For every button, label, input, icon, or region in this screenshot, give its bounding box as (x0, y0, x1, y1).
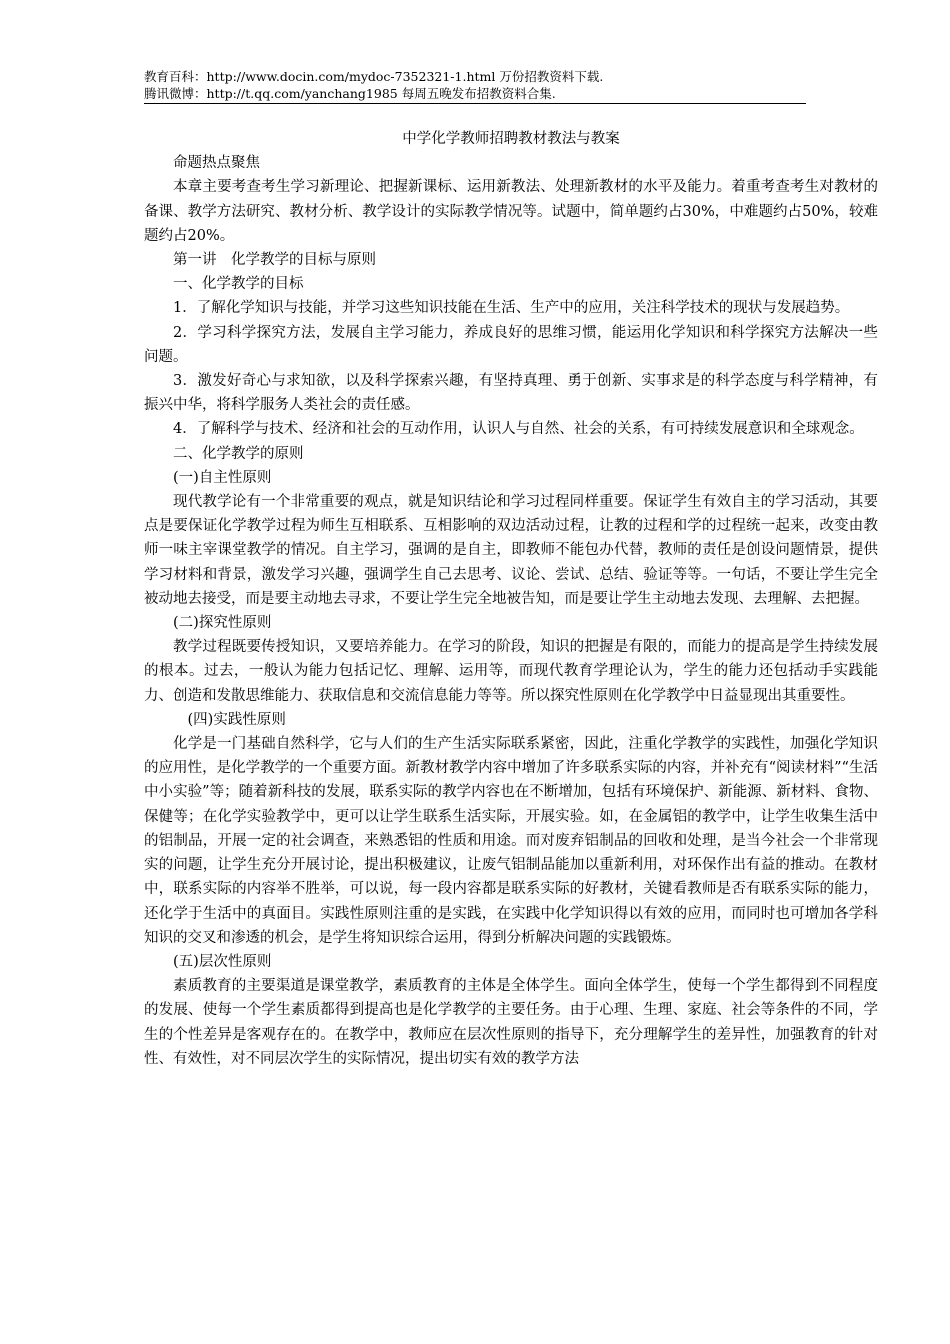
goal-item-2: 2．学习科学探究方法，发展自主学习能力，养成良好的思维习惯，能运用化学知识和科学探究方法解决一些问题。 (144, 324, 878, 365)
header-line-docin: 教育百科：http://www.docin.com/mydoc-7352321-1.html 万份招教资料下载. (144, 69, 604, 84)
page-header (144, 68, 806, 104)
principle-heading-inquiry: (二)探究性原则 (173, 615, 272, 632)
intro-paragraph: 本章主要考查考生学习新理论、把握新课标、运用新教法、处理新教材的水平及能力。着重考查考生对教材的备课、教学方法研究、教材分析、教学设计的实际教学情况等。试题中，简单题约占30%，中难题约占50%，较难题约占20%。 (144, 179, 878, 244)
document-title: 中学化学教师招聘教材教法与教案 (402, 131, 620, 147)
goal-item-1: 1．了解化学知识与技能，并学习这些知识技能在生活、生产中的应用，关注科学技术的现状与发展趋势。 (173, 300, 850, 317)
principle-heading-practice: (四)实践性原则 (187, 711, 286, 728)
goal-item-3: 3．激发好奇心与求知欲，以及科学探索兴趣，有坚持真理、勇于创新、实事求是的科学态度与科学精神，有振兴中华，将科学服务人类社会的责任感。 (144, 373, 878, 414)
principle-heading-autonomy: (一)自主性原则 (173, 469, 272, 486)
principle-body-inquiry: 教学过程既要传授知识，又要培养能力。在学习的阶段，知识的把握是有限的，而能力的提高是学生持续发展的根本。过去，一般认为能力包括记忆、理解、运用等，而现代教育学理论认为，学生的能力还包括动手实践能力、创造和发散思维能力、获取信息和交流信息能力等等。所以探究性原则在化学教学中日益显现出其重要性。 (144, 639, 878, 704)
principle-heading-hierarchy: (五)层次性原则 (173, 953, 272, 970)
section-heading-goals: 一、化学教学的目标 (173, 276, 304, 293)
goal-item-4: 4．了解科学与技术、经济和社会的互动作用，认识人与自然、社会的关系，有可持续发展意识和全球观念。 (173, 421, 864, 438)
principle-body-autonomy: 现代教学论有一个非常重要的观点，就是知识结论和学习过程同样重要。保证学生有效自主的学习活动，其要点是要保证化学教学过程为师生互相联系、互相影响的双边活动过程，让教的过程和学的过程统一起来，改变由教师一味主宰课堂教学的情况。自主学习，强调的是自主，即教师不能包办代替，教师的责任是创设问题情景，提供学习材料和背景，激发学习兴趣，强调学生自己去思考、议论、尝试、总结、验证等等。一句话，不要让学生完全被动地去接受，而是要主动地去寻求，不要让学生完全地被告知，而是要让学生主动地去发现、去理解、去把握。 (144, 494, 878, 607)
hot-focus-heading: 命题热点聚焦 (173, 155, 260, 172)
section-heading-principles: 二、化学教学的原则 (173, 445, 304, 462)
document-body (144, 127, 878, 1071)
lecture-heading: 第一讲 化学教学的目标与原则 (173, 252, 376, 269)
header-line-weibo: 腾讯微博：http://t.qq.com/yanchang1985 每周五晚发布招教资料合集. (144, 86, 556, 101)
principle-body-hierarchy: 素质教育的主要渠道是课堂教学，素质教育的主体是全体学生。面向全体学生，使每一个学生都得到不同程度的发展、使每一个学生素质都得到提高也是化学教学的主要任务。由于心理、生理、家庭、社会等条件的不同，学生的个性差异是客观存在的。在教学中，教师应在层次性原则的指导下，充分理解学生的差异性，加强教育的针对性、有效性，对不同层次学生的实际情况，提出切实有效的教学方法 (144, 978, 878, 1067)
principle-body-practice: 化学是一门基础自然科学，它与人们的生产生活实际联系紧密，因此，注重化学教学的实践性，加强化学知识的应用性，是化学教学的一个重要方面。新教材教学内容中增加了许多联系实际的内容，并补充有“阅读材料”“生活中小实验”等；随着新科技的发展，联系实际的教学内容也在不断增加，包括有环境保护、新能源、新材料、食物、保健等；在化学实验教学中，更可以让学生联系生活实际，开展实验。如，在金属铝的教学中，让学生收集生活中的铝制品，开展一定的社会调查，来熟悉铝的性质和用途。而对废弃铝制品的回收和处理，是当今社会一个非常现实的问题，让学生充分开展讨论，提出积极建议，让废气铝制品能加以重新利用，对环保作出有益的推动。在教材中，联系实际的内容举不胜举，可以说，每一段内容都是联系实际的好教材，关键看教师是否有联系实际的能力，还化学于生活中的真面目。实践性原则注重的是实践，在实践中化学知识得以有效的应用，而同时也可增加各学科知识的交叉和渗透的机会，是学生将知识综合运用，得到分析解决问题的实践锻炼。 (144, 736, 878, 946)
